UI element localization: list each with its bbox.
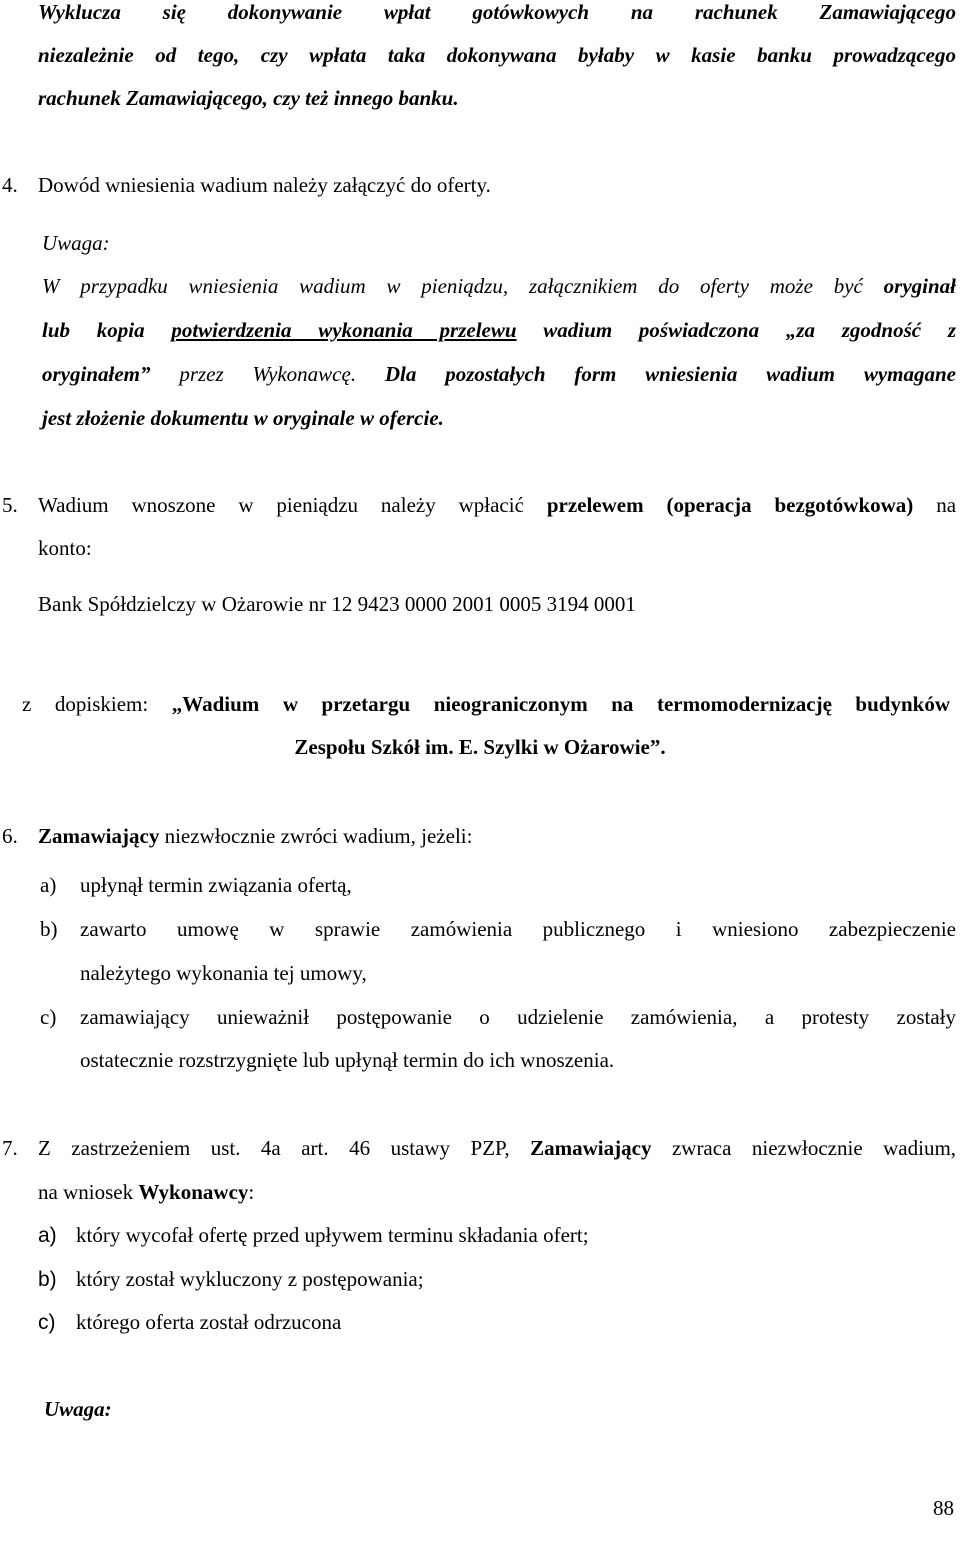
item-5-line-1-c: na [936,493,957,517]
note-line-2-d: „za zgodność z [785,318,957,342]
item-7-zamawiajacy: Zamawiający [530,1136,652,1160]
item-7-line-1-a: Z zastrzeżeniem ust. 4a art. 46 ustawy PZP, [38,1136,510,1160]
item-5-line-1 [38,495,956,516]
item-7b-label: b) [38,1268,57,1291]
item-4-text: Dowód wniesienia wadium należy załączyć do oferty. [38,173,491,197]
intro-line-2: niezależnie od tego, czy wpłata taka dokonywana byłaby w kasie banku prowadzącego [38,43,956,67]
note-line-1 [42,276,956,297]
item-6-zamawiajacy: Zamawiający [38,824,160,848]
note-label: Uwaga: [42,231,110,255]
item-6-line-1-text: niezwłocznie zwróci wadium, jeżeli: [164,824,473,848]
intro-line-1: Wyklucza się dokonywanie wpłat gotówkowych na rachunek Zamawiającego [38,0,956,24]
item-5-line-1-a: Wadium wnoszone w pieniądzu należy wpłacić [38,493,524,517]
page-number: 88 [933,1496,954,1520]
item-7-line-2 [38,1182,254,1203]
item-7-line-1 [38,1138,956,1159]
item-7b-text: który został wykluczony z postępowania; [76,1267,424,1291]
item-7a-text: który wycofał ofertę przed upływem terminu składania ofert; [76,1223,589,1247]
note-line-2-underlined: potwierdzenia wykonania przelewu [171,318,517,342]
item-6b-line-2: należytego wykonania tej umowy, [80,961,367,985]
note-line-2-c: wadium poświadczona [543,318,760,342]
item-6c-line-1: zamawiający unieważnił postępowanie o udzielenie zamówienia, a protesty zostały [80,1005,956,1029]
item-6b-line-1: zawarto umowę w sprawie zamówienia publicznego i wniesiono zabezpieczenie [80,917,956,941]
item-7-line-1-c: zwraca niezwłocznie wadium, [671,1136,957,1160]
trailing-note-label: Uwaga: [44,1397,112,1421]
memo-text-1: „Wadium w przetargu nieograniczonym na termomodernizację budynków [171,692,950,716]
item-6c-line-2: ostatecznie rozstrzygnięte lub upłynął termin do ich wnoszenia. [80,1048,615,1072]
item-number-4: 4. [2,173,18,197]
item-number-7: 7. [2,1136,18,1160]
bank-account: Bank Spółdzielczy w Ożarowie nr 12 9423 0000 2001 0005 3194 0001 [38,592,636,616]
memo-prefix: z dopiskiem: [22,692,149,716]
note-line-3-b: przez Wykonawcę. [179,362,357,386]
note-line-1-bold: oryginał [883,274,956,298]
item-7c-label: c) [38,1311,56,1334]
item-5-line-1-bold: przelewem (operacja bezgotówkowa) [546,493,914,517]
item-number-5: 5. [2,493,18,517]
memo-line-1 [22,694,950,715]
item-7a-label: a) [38,1224,57,1247]
item-7-wykonawcy: Wykonawcy [138,1180,249,1204]
item-7c-text: którego oferta został odrzucona [76,1310,342,1334]
note-line-3 [42,364,956,385]
item-5-line-2: konto: [38,536,92,560]
memo-line-2: Zespołu Szkół im. E. Szylki w Ożarowie”. [294,735,666,759]
item-6b-label: b) [40,917,58,941]
item-number-6: 6. [2,824,18,848]
intro-line-3: rachunek Zamawiającego, czy też innego banku. [38,86,459,110]
note-line-1-text: W przypadku wniesienia wadium w pieniądzu, załącznikiem do oferty może być [42,274,863,298]
note-line-3-c: Dla pozostałych form wniesienia wadium wymagane [384,362,956,386]
item-7-line-2-a: na wniosek [38,1180,134,1204]
item-7-line-2-c: : [248,1180,255,1204]
note-line-3-a: oryginałem” [42,362,151,386]
note-line-2 [42,320,956,341]
note-line-2-a: lub kopia [42,318,145,342]
item-6-line-1 [38,826,472,847]
note-line-4: jest złożenie dokumentu w oryginale w ofercie. [42,406,444,430]
item-6a-text: upłynął termin związania ofertą, [80,873,352,897]
item-6a-label: a) [40,873,57,897]
item-6c-label: c) [40,1005,57,1029]
